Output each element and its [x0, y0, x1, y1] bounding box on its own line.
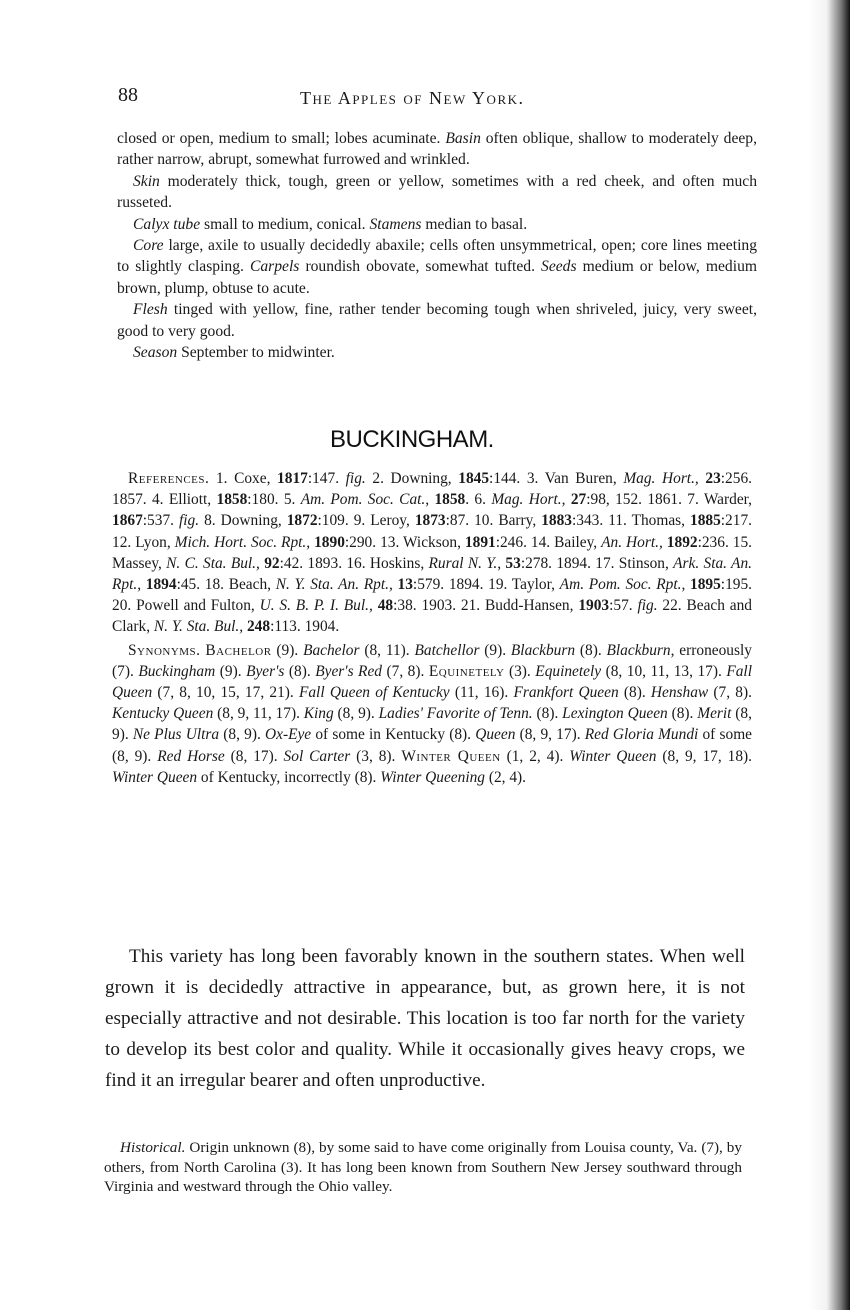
italic-run: Fall Queen [112, 662, 752, 702]
text-run: 2. Downing, [365, 470, 459, 487]
text-run: (2, 4). [485, 768, 527, 786]
small-caps-run: Equinetely [428, 662, 505, 680]
text-run: :343. 11. Thomas, [572, 512, 690, 530]
text-run: small to medium, conical. [200, 215, 370, 233]
italic-run: Equinetely [535, 662, 602, 680]
text-run: (1, 2, 4). [500, 747, 570, 765]
bold-run: 48 [377, 597, 394, 615]
small-caps-run: Synonyms. [128, 641, 201, 659]
italic-run: King [303, 705, 334, 723]
text-run: :290. 13. Wickson, [344, 533, 465, 551]
italic-run: Basin [445, 130, 481, 147]
text-run: 22. Beach and Clark, [112, 597, 752, 636]
italic-run: Winter Queen [112, 768, 198, 786]
text-run: (11, 16). [449, 684, 514, 702]
italic-run: Skin [133, 172, 160, 190]
synonyms-paragraph [112, 640, 752, 788]
text-run: 8. Downing, [199, 512, 287, 530]
bold-run: 1867 [112, 512, 143, 530]
text-run: :180. 5. [247, 491, 301, 509]
bold-run: 23 [705, 470, 721, 487]
text-run: (8, 9, 11, 17). [213, 705, 304, 723]
text-run: (8). [667, 705, 698, 723]
historical-block [104, 1138, 742, 1197]
italic-run: N. Y. Sta. An. Rpt., [275, 576, 393, 594]
italic-run: Bachelor [303, 641, 360, 659]
text-run: (7, 8, 10, 15, 17, 21). [152, 684, 299, 702]
italic-run: Winter Queening [380, 768, 485, 786]
bold-run: 1903 [578, 597, 610, 615]
references-block [112, 468, 752, 790]
historical-paragraph [104, 1138, 742, 1197]
bold-run: 27 [570, 491, 587, 509]
text-run: :98, 152. 1861. 7. Warder, [586, 491, 753, 509]
bold-run: 1873 [414, 512, 446, 530]
text-run: :217. 12. Lyon, [112, 512, 752, 551]
text-run: (3, 8). [350, 747, 402, 765]
text-run: of some in Kentucky (8). [311, 726, 476, 744]
text-run: median to basal. [421, 215, 528, 233]
bold-run: 1885 [690, 512, 721, 530]
text-run: moderately thick, tough, green or yellow, sometimes with a red cheek, and often much russeted. [117, 172, 757, 212]
bold-run: 92 [264, 554, 280, 572]
italic-run: Henshaw [650, 684, 709, 702]
italic-run: Ark. Sta. An. Rpt., [112, 554, 752, 594]
text-run: (8, 9, 17, 18). [656, 747, 752, 765]
text-run: (8, 9, 17). [515, 726, 585, 744]
bold-run: 1892 [666, 533, 698, 551]
text-run: of some (8, 9). [112, 726, 752, 765]
italic-run: Ne Plus Ultra [132, 726, 220, 744]
text-run: :144. 3. Van Buren, [489, 470, 624, 487]
bold-run: 1891 [464, 533, 496, 551]
page-number: 88 [118, 84, 138, 106]
text-run: :195. 20. Powell and Fulton, [112, 576, 753, 615]
italic-run: Batchellor [414, 641, 480, 659]
italic-run: Ox-Eye [265, 726, 312, 744]
italic-run: An. Hort., [601, 533, 663, 551]
text-run: (8, 9). [219, 726, 265, 744]
bold-run: 248 [246, 618, 271, 636]
italic-run: Mag. Hort., [623, 470, 699, 487]
main-text-block [105, 941, 745, 1096]
page-edge-shadow [808, 0, 850, 1310]
italic-run: Buckingham [138, 662, 216, 680]
italic-run: Byer's [246, 662, 285, 680]
flesh-paragraph [117, 299, 757, 342]
italic-run: N. C. Sta. Bul., [166, 554, 260, 572]
text-run: :87. 10. Barry, [445, 512, 542, 530]
text-run: often oblique, shallow to moderately deep, rather narrow, abrupt, somewhat furrowed and wrinkled. [117, 130, 757, 169]
italic-run: fig. [637, 597, 658, 615]
bold-run: 1895 [690, 576, 721, 594]
italic-run: Am. Pom. Soc. Rpt., [559, 576, 686, 594]
text-run: . 6. [465, 491, 492, 509]
text-run: :57. [609, 597, 638, 615]
text-run: :109. 9. Leroy, [317, 512, 415, 530]
italic-run: Flesh [133, 301, 168, 319]
bold-run: 13 [397, 576, 413, 594]
italic-run: fig. [178, 512, 200, 530]
calyx-tube-paragraph [117, 214, 757, 235]
text-run: (8, 17). [224, 747, 284, 765]
italic-run: Red Horse [157, 747, 225, 765]
italic-run: Ladies' Favorite of Tenn. [378, 705, 533, 723]
bold-run: 1858 [434, 491, 466, 509]
text-run: :278. 1894. 17. Stinson, [520, 554, 674, 572]
text-run: :113. 1904. [270, 618, 340, 636]
italic-run: Queen [475, 726, 516, 744]
text-run: (9). [271, 641, 304, 659]
italic-run: Frankfort Queen [513, 684, 619, 702]
text-run: medium or below, medium brown, plump, obtuse to acute. [117, 258, 757, 297]
italic-run: Byer's Red [315, 662, 382, 680]
text-run: September to midwinter. [177, 344, 335, 362]
bold-run: 1890 [314, 533, 345, 551]
bold-run: 53 [505, 554, 521, 572]
text-run: :45. 18. Beach, [176, 576, 276, 594]
italic-run: Red Gloria Mundi [584, 726, 699, 744]
text-run: roundish obovate, somewhat tufted. [299, 258, 542, 276]
italic-run: Seeds [541, 258, 577, 276]
text-run: (8, 11). [359, 641, 415, 659]
text-run: large, axile to usually decidedly abaxile; cells often unsymmetrical, open; core lines meeting to slightly clasping. [117, 237, 757, 276]
bold-run: 1817 [277, 470, 308, 487]
text-run: (8). [618, 684, 651, 702]
italic-run: Core [133, 237, 164, 255]
text-run: :236. 15. Massey, [112, 533, 752, 572]
description-paragraph [117, 128, 757, 171]
text-run: (3). [504, 662, 536, 680]
italic-run: Rural N. Y., [428, 554, 502, 572]
italic-run: Historical. [120, 1139, 186, 1156]
main-paragraph: This variety has long been favorably known in the southern states. When well grown it is decidedly attractive in appearance, but, as grown here, it is not especially attractive and not desirable. This location is too far north for the variety to develop its best color and quality. While it occasionally gives heavy crops, we find it an irregular bearer and often unproductive. [105, 946, 745, 1091]
italic-run: Am. Pom. Soc. Cat., [300, 491, 430, 509]
italic-run: Kentucky Queen [112, 705, 214, 723]
text-run: :537. [142, 512, 179, 530]
text-run: closed or open, medium to small; lobes acuminate. [117, 130, 446, 147]
italic-run: Sol Carter [283, 747, 351, 765]
text-run: (8). [532, 705, 563, 723]
text-run: tinged with yellow, fine, rather tender becoming tough when shriveled, juicy, very sweet, good to very good. [117, 301, 757, 340]
variety-description-continued [117, 128, 757, 363]
text-run: :246. 14. Bailey, [495, 533, 602, 551]
italic-run: Calyx tube [133, 215, 201, 233]
italic-run: U. S. B. P. I. Bul., [259, 597, 373, 615]
text-run: (8, 9). [333, 705, 379, 723]
skin-paragraph [117, 171, 757, 214]
text-run: (8, 9). [112, 705, 752, 744]
text-run: of Kentucky, incorrectly (8). [197, 768, 381, 786]
text-run: Origin unknown (8), by some said to have come originally from Louisa county, Va. (7), by others, from North Carolina (3). It has long been known from Southern New Jersey southward through Virginia and westward through the Ohio valley. [104, 1139, 742, 1196]
text-run: :147. [307, 470, 346, 487]
italic-run: Mich. Hort. Soc. Rpt., [174, 533, 311, 551]
italic-run: Lexington Queen [562, 705, 668, 723]
italic-run: Season [133, 344, 178, 362]
bold-run: 1845 [458, 470, 490, 487]
text-run: :579. 1894. 19. Taylor, [412, 576, 560, 594]
italic-run: Merit [697, 705, 732, 723]
italic-run: Mag. Hort., [491, 491, 566, 509]
text-run: :38. 1903. 21. Budd-Hansen, [393, 597, 579, 615]
bold-run: 1872 [286, 512, 318, 530]
variety-heading: BUCKINGHAM. [330, 426, 494, 453]
text-run: 1. Coxe, [209, 470, 278, 487]
text-run: (8). [575, 641, 607, 659]
italic-run: Fall Queen of Kentucky [298, 684, 450, 702]
running-title: The Apples of New York. [300, 88, 525, 108]
text-run: (9). [215, 662, 247, 680]
italic-run: Blackburn, [606, 641, 675, 659]
italic-run: Carpels [249, 258, 300, 276]
season-paragraph [117, 342, 757, 363]
small-caps-run: References. [128, 470, 210, 487]
bold-run: 1894 [145, 576, 177, 594]
core-paragraph [117, 235, 757, 299]
text-run: (7, 8). [382, 662, 429, 680]
text-run: erroneously (7). [112, 641, 752, 680]
italic-run: N. Y. Sta. Bul., [153, 618, 244, 636]
text-run: (8). [284, 662, 316, 680]
text-run: :42. 1893. 16. Hoskins, [279, 554, 429, 572]
italic-run: Blackburn [510, 641, 576, 659]
text-run: :256. 1857. 4. Elliott, [112, 470, 752, 509]
text-run: (8, 10, 11, 13, 17). [601, 662, 727, 680]
text-run: (9). [479, 641, 511, 659]
italic-run: Stamens [369, 215, 422, 233]
italic-run: Winter Queen [569, 747, 657, 765]
bold-run: 1883 [541, 512, 572, 530]
italic-run: fig. [345, 470, 366, 487]
references-paragraph [112, 468, 752, 638]
small-caps-run: Winter Queen [401, 747, 501, 765]
text-run: (7, 8). [708, 684, 752, 702]
small-caps-run: Bachelor [205, 641, 272, 659]
bold-run: 1858 [216, 491, 248, 509]
